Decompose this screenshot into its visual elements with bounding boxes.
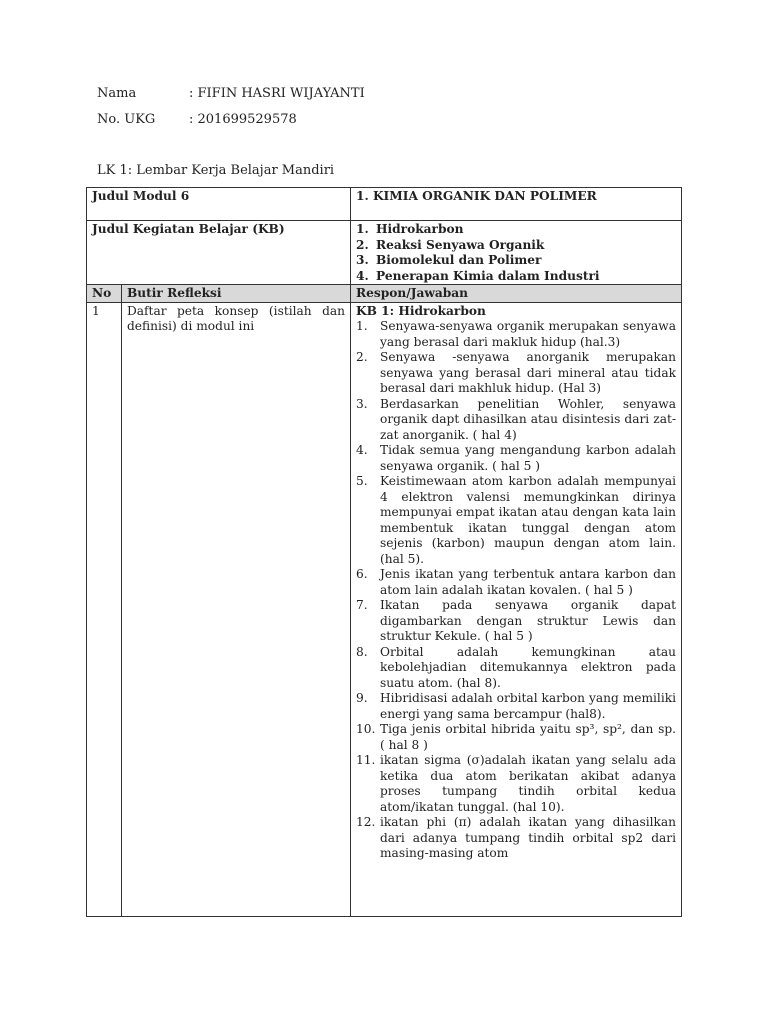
- name-value: : FIFIN HASRI WIJAYANTI: [189, 86, 365, 101]
- kb-item: [356, 222, 676, 238]
- table-row: [87, 302, 682, 916]
- response-item-text: Berdasarkan penelitian Wohler, senyawa organik dapt dihasilkan atau disintesis dari zat-zat anorganik. ( hal 4): [380, 396, 676, 442]
- kb-label: Judul Kegiatan Belajar (KB): [87, 221, 351, 285]
- identity-block: [97, 86, 365, 138]
- kb-item-num: 2.: [356, 237, 369, 252]
- reflection-item: Daftar peta konsep (istilah dan definisi) di modul ini: [122, 302, 351, 916]
- response-item-num: 11.: [356, 753, 376, 767]
- kb-item-text: Penerapan Kimia dalam Industri: [376, 268, 600, 283]
- response-item: [356, 319, 676, 350]
- response-item-text: Tiga jenis orbital hibrida yaitu sp³, sp², dan sp. ( hal 8 ): [380, 722, 676, 752]
- response-item-num: 3.: [356, 396, 368, 411]
- name-label: Nama: [97, 86, 137, 101]
- response-item: [356, 645, 676, 692]
- response-item: [356, 474, 676, 567]
- response-item-num: 8.: [356, 644, 368, 659]
- response-item: [356, 350, 676, 397]
- kb-section-title: KB 1: Hidrokarbon: [356, 303, 486, 318]
- kb-list-cell: [351, 221, 682, 285]
- module-value: 1. KIMIA ORGANIK DAN POLIMER: [351, 188, 682, 221]
- kb-item-text: Hidrokarbon: [376, 222, 464, 236]
- ukg-label: No. UKG: [97, 112, 156, 127]
- response-item-num: 2.: [356, 350, 368, 364]
- header-no: No: [87, 285, 122, 303]
- kb-row: [87, 221, 682, 285]
- response-item-text: Jenis ikatan yang terbentuk antara karbon dan atom lain adalah ikatan kovalen. ( hal 5 ): [380, 567, 676, 597]
- response-item-text: Senyawa -senyawa anorganik merupakan senyawa yang berasal dari mineral atau tidak berasal dari makhluk hidup. (Hal 3): [380, 350, 676, 395]
- response-item-text: Hibridisasi adalah orbital karbon yang memiliki energi yang sama bercampur (hal8).: [380, 691, 676, 721]
- ukg-value: : 201699529578: [189, 112, 297, 127]
- response-item-text: Ikatan pada senyawa organik dapat digambarkan dengan struktur Lewis dan struktur Kekule. ( hal 5 ): [380, 598, 676, 643]
- response-item: [356, 397, 676, 444]
- kb-item-num: 3.: [356, 253, 369, 267]
- response-item-text: ikatan sigma (σ)adalah ikatan yang selalu ada ketika dua atom berikatan akibat adanya proses tumpang tindih orbital kedua atom/ikatan tunggal. (hal 10).: [380, 753, 676, 814]
- response-item: [356, 722, 676, 753]
- worksheet-title: LK 1: Lembar Kerja Belajar Mandiri: [97, 163, 335, 178]
- kb-item-text: Reaksi Senyawa Organik: [376, 237, 545, 252]
- header-butir: Butir Refleksi: [122, 285, 351, 303]
- response-item-num: 4.: [356, 443, 368, 457]
- response-item-num: 12.: [356, 815, 376, 829]
- kb-item-text: Biomolekul dan Polimer: [376, 253, 542, 267]
- table-header-row: [87, 285, 682, 303]
- response-item: [356, 598, 676, 645]
- module-row: [87, 188, 682, 221]
- response-item-num: 9.: [356, 691, 368, 705]
- response-item: [356, 443, 676, 474]
- response-item-num: 1.: [356, 319, 368, 333]
- ukg-row: [97, 112, 365, 138]
- kb-item-num: 4.: [356, 268, 369, 283]
- response-item: [356, 753, 676, 815]
- kb-item: [356, 238, 676, 254]
- name-row: [97, 86, 365, 112]
- kb-item: [356, 253, 676, 269]
- response-item-num: 10.: [356, 722, 376, 736]
- response-item-num: 5.: [356, 474, 368, 488]
- row-number: 1: [87, 302, 122, 916]
- kb-list: [356, 222, 676, 284]
- response-item: [356, 567, 676, 598]
- response-item-text: Senyawa-senyawa organik merupakan senyawa yang berasal dari makluk hidup (hal.3): [380, 319, 676, 349]
- response-item-text: Orbital adalah kemungkinan atau kebolehjadian ditemukannya elektron pada suatu atom. (hal 8).: [380, 644, 676, 690]
- response-item-text: Tidak semua yang mengandung karbon adalah senyawa organik. ( hal 5 ): [380, 443, 676, 473]
- response-item-num: 7.: [356, 598, 368, 612]
- header-respon: Respon/Jawaban: [351, 285, 682, 303]
- response-item-text: ikatan phi (π) adalah ikatan yang dihasilkan dari adanya tumpang tindih orbital sp2 dari masing-masing atom: [380, 815, 676, 860]
- response-list: [356, 319, 676, 862]
- worksheet-table: [86, 187, 682, 917]
- response-cell: [351, 302, 682, 916]
- response-item: [356, 691, 676, 722]
- response-content: [356, 304, 676, 916]
- response-item-num: 6.: [356, 567, 368, 581]
- response-item: [356, 815, 676, 862]
- module-label: Judul Modul 6: [87, 188, 351, 221]
- kb-item-num: 1.: [356, 222, 369, 236]
- response-item-text: Keistimewaan atom karbon adalah mempunyai 4 elektron valensi memungkinkan dirinya mempunyai empat ikatan atau dengan kata lain membentuk ikatan tunggal dengan atom sejenis (karbon) maupun dengan atom lain. (hal 5).: [380, 474, 676, 566]
- kb-item: [356, 269, 676, 285]
